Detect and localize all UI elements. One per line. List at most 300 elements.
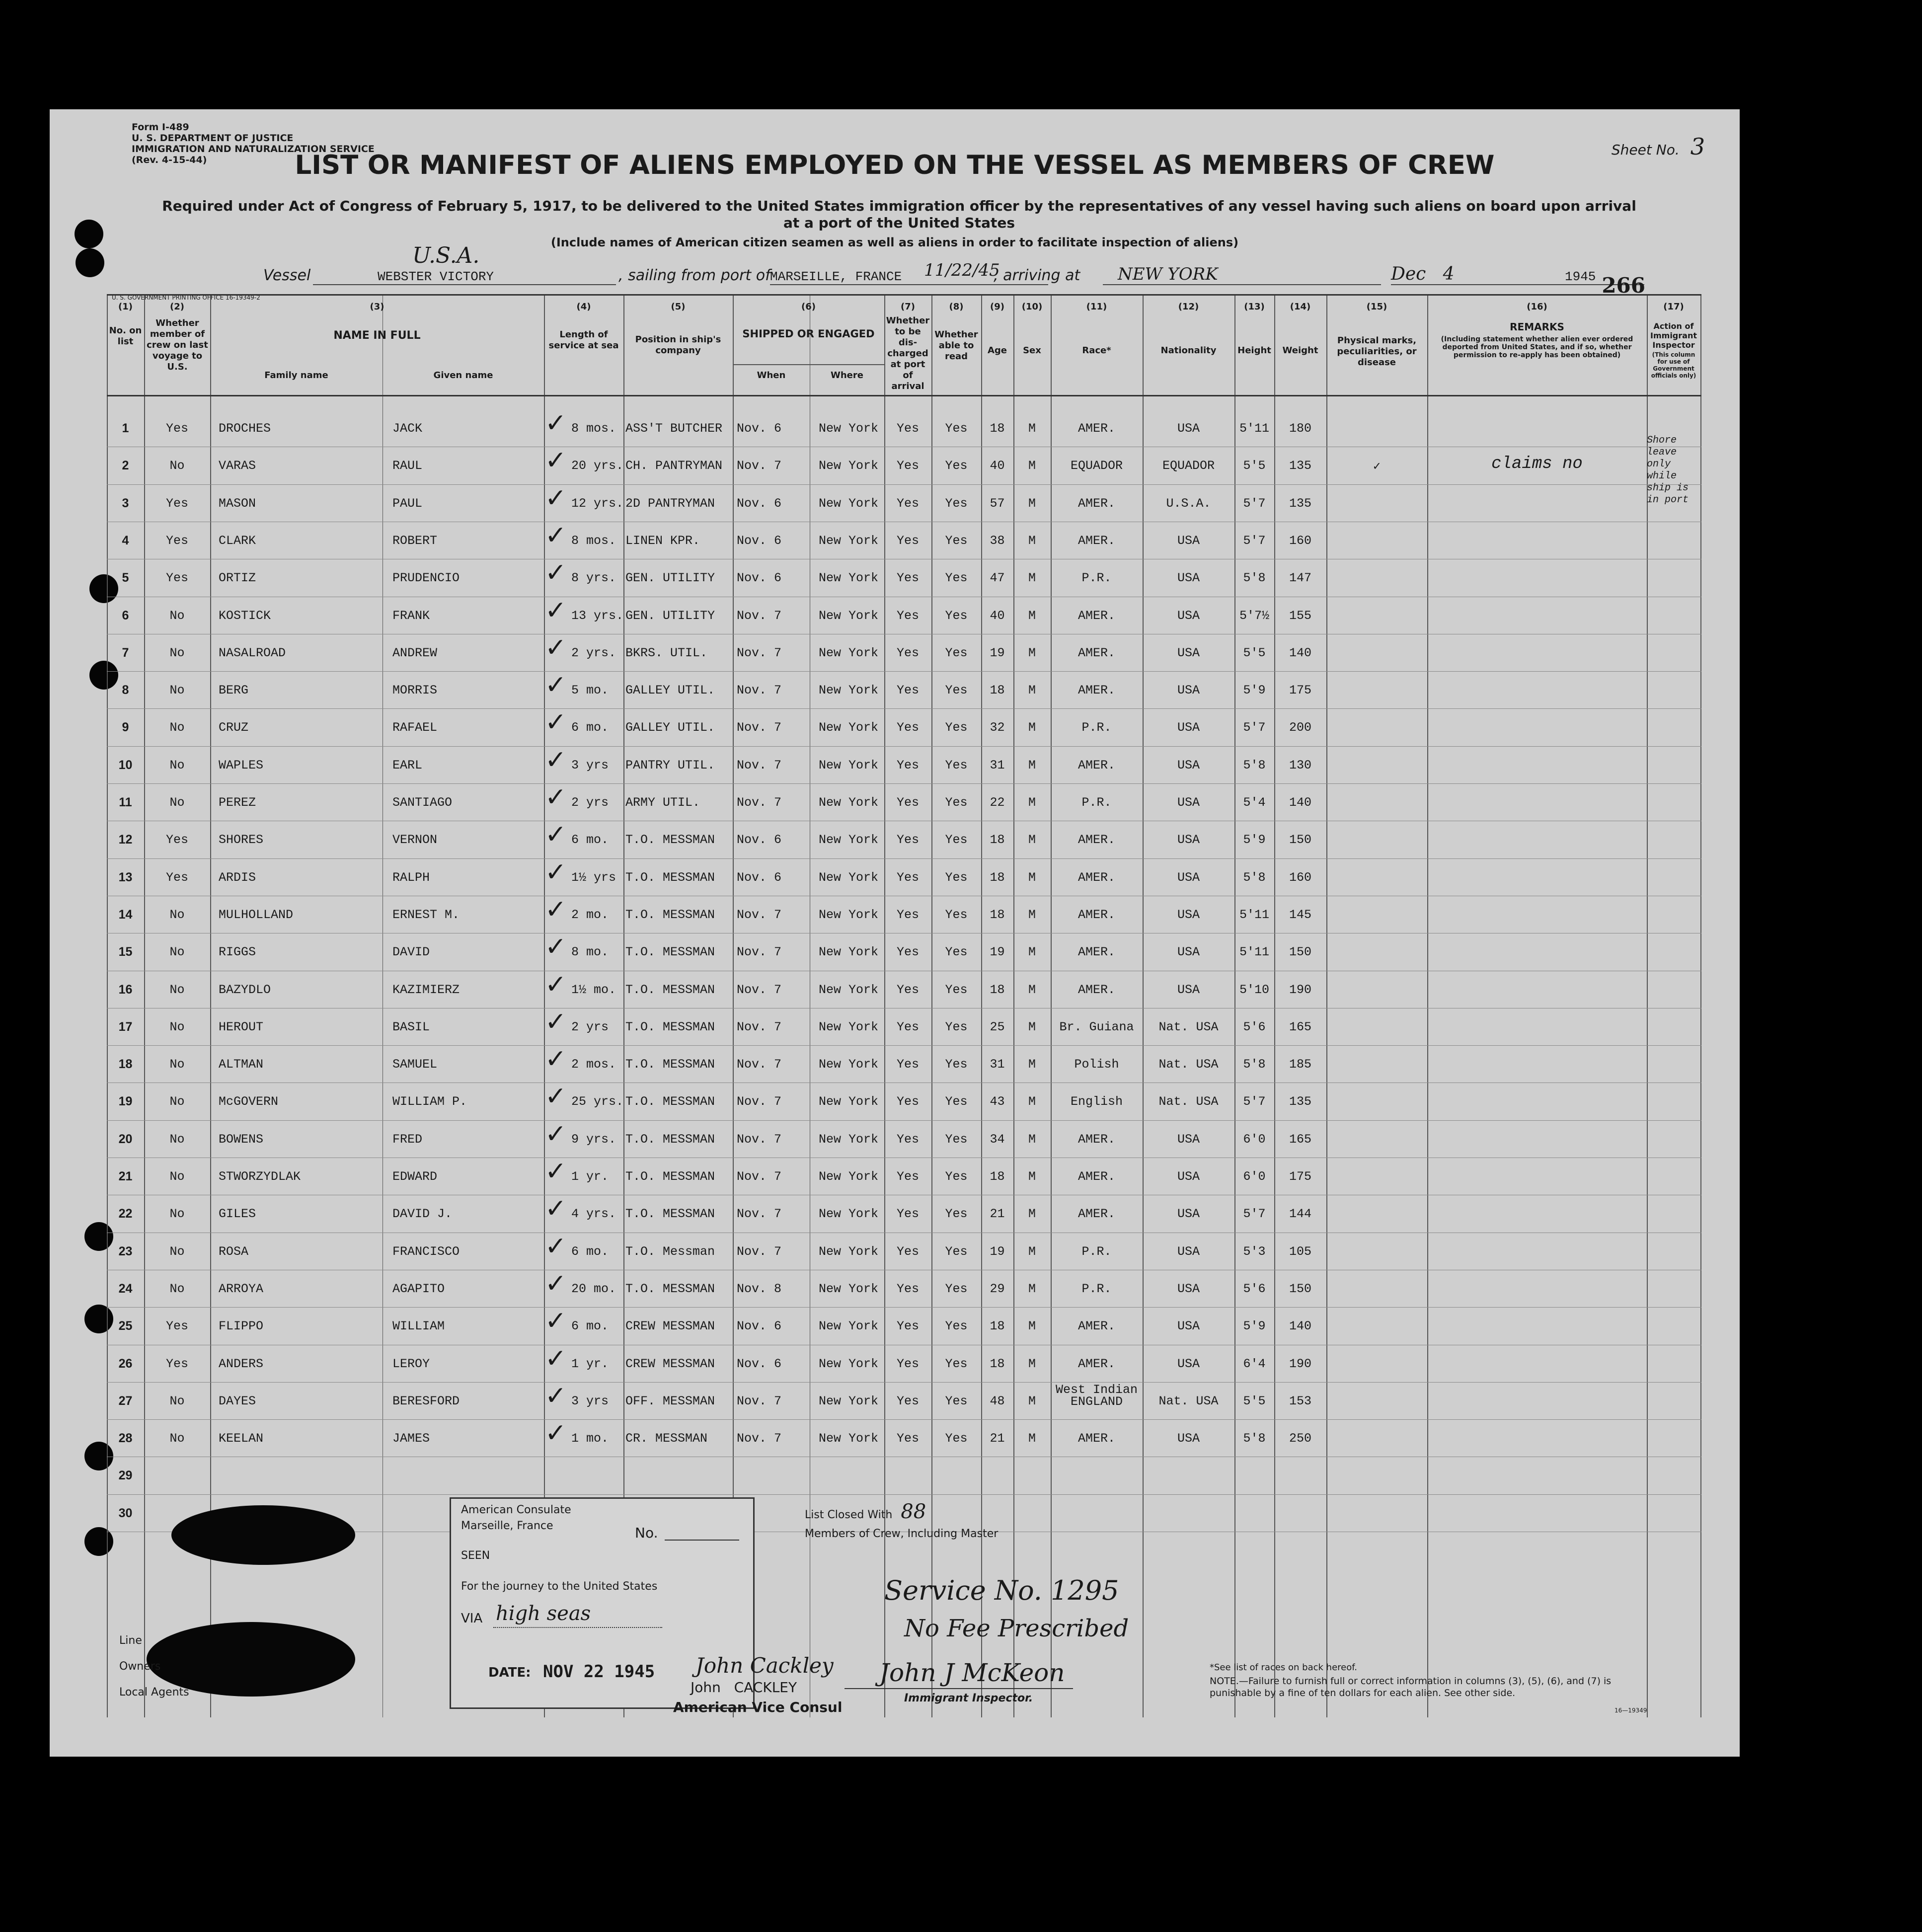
cell-weight: 135 (1289, 496, 1311, 511)
cell-age: 19 (990, 945, 1005, 960)
arrival-port: NEW YORK (1118, 264, 1218, 284)
cell-nationality: USA (1177, 571, 1200, 586)
checkmark-icon: ✓ (545, 1006, 567, 1037)
cell-sex: M (1028, 1244, 1036, 1259)
row-rule (107, 1045, 1701, 1046)
cell-where: New York (818, 833, 879, 848)
cell-service: 1½ yrs (571, 870, 616, 885)
stamp-seen: SEEN (461, 1549, 490, 1562)
cell-race: AMER. (1077, 1356, 1115, 1371)
cell-weight: 130 (1289, 758, 1311, 773)
cell-sex: M (1028, 720, 1036, 735)
checkmark-icon: ✓ (545, 894, 567, 925)
header-when: When (757, 370, 786, 381)
column-number: (13) (1244, 302, 1265, 312)
cell-family: FLIPPO (219, 1319, 264, 1334)
cell-race: English (1070, 1094, 1123, 1109)
column-number: (6) (801, 302, 816, 312)
header-remarks: REMARKS (1510, 321, 1564, 333)
cell-weight: 153 (1289, 1393, 1311, 1408)
cell-age: 22 (990, 795, 1005, 810)
cell-position: BKRS. UTIL. (625, 645, 708, 660)
cell-read: Yes (945, 496, 968, 511)
cell-prev: No (169, 1019, 185, 1034)
cell-read: Yes (945, 1019, 968, 1034)
cell-given: JAMES (392, 1431, 430, 1446)
cell-service: 20 mo. (571, 1281, 616, 1296)
cell-read: Yes (945, 421, 968, 436)
cell-height: 5'9 (1243, 683, 1266, 698)
cell-given: WILLIAM (392, 1319, 445, 1334)
cell-where: New York (818, 571, 879, 586)
cell-given: FRANCISCO (392, 1244, 460, 1259)
cell-when: Nov. 7 (737, 1132, 782, 1147)
cell-where: New York (818, 1431, 879, 1446)
cell-service: 9 yrs. (571, 1132, 616, 1147)
row-rule (107, 484, 1701, 485)
cell-nationality: USA (1177, 1169, 1200, 1184)
cell-no: 21 (118, 1169, 133, 1183)
cell-height: 5'3 (1243, 1244, 1266, 1259)
column-number: (10) (1021, 302, 1043, 312)
cell-given: PRUDENCIO (392, 571, 460, 586)
list-closed-value: 88 (901, 1500, 926, 1523)
cell-height: 5'11 (1239, 945, 1269, 960)
cell-when: Nov. 7 (737, 982, 782, 997)
cell-sex: M (1028, 533, 1036, 548)
cell-read: Yes (945, 1207, 968, 1222)
cell-service: 8 mo. (571, 945, 609, 960)
cell-prev: No (169, 1393, 185, 1408)
cell-discharged: Yes (896, 1244, 919, 1259)
cell-read: Yes (945, 1057, 968, 1072)
cell-family: ARDIS (219, 870, 256, 885)
fine-note: NOTE.—Failure to furnish full or correct information in columns (3), (5), (6), and (7) is punishable by a fine of ten dollars for each alien. See other side. (1210, 1676, 1612, 1699)
cell-weight: 185 (1289, 1057, 1311, 1072)
cell-given: ROBERT (392, 533, 438, 548)
checkmark-icon: ✓ (545, 632, 567, 663)
cell-discharged: Yes (896, 758, 919, 773)
cell-weight: 175 (1289, 1169, 1311, 1184)
cell-prev: No (169, 1281, 185, 1296)
cell-service: 4 yrs. (571, 1207, 616, 1222)
cell-when: Nov. 8 (737, 1281, 782, 1296)
cell-where: New York (818, 945, 879, 960)
cell-discharged: Yes (896, 496, 919, 511)
checkmark-icon: ✓ (545, 745, 567, 775)
cell-sex: M (1028, 608, 1036, 623)
checkmark-icon: ✓ (545, 670, 567, 700)
cell-no: 26 (118, 1356, 133, 1371)
cell-position: LINEN KPR. (625, 533, 700, 548)
cell-family: MULHOLLAND (219, 907, 294, 922)
cell-discharged: Yes (896, 1207, 919, 1222)
checkmark-icon: ✓ (545, 707, 567, 738)
cell-where: New York (818, 1319, 879, 1334)
cell-weight: 175 (1289, 683, 1311, 698)
cell-no: 19 (118, 1094, 133, 1109)
cell-no: 25 (118, 1319, 133, 1333)
cell-weight: 190 (1289, 982, 1311, 997)
cell-no: 7 (122, 645, 129, 660)
cell-no: 11 (119, 795, 132, 809)
cell-prev: No (169, 758, 185, 773)
list-closed-label: List Closed With (805, 1509, 893, 1521)
cell-prev: No (169, 1431, 185, 1446)
cell-discharged: Yes (896, 608, 919, 623)
agents-label: Local Agents (119, 1686, 189, 1699)
cell-prev: No (169, 683, 185, 698)
cell-age: 18 (990, 982, 1005, 997)
cell-discharged: Yes (896, 1356, 919, 1371)
cell-discharged: Yes (896, 1169, 919, 1184)
cell-race: AMER. (1077, 533, 1115, 548)
cell-race: EQUADOR (1070, 459, 1123, 473)
cell-read: Yes (945, 1356, 968, 1371)
cell-height: 5'6 (1243, 1019, 1266, 1034)
owners-label: Owners (119, 1660, 161, 1673)
checkmark-icon: ✓ (545, 820, 567, 850)
cell-prev: Yes (165, 571, 188, 586)
cell-nationality: USA (1177, 758, 1200, 773)
cell-nationality: USA (1177, 720, 1200, 735)
cell-prev: Yes (165, 870, 188, 885)
cell-service: 1 yr. (571, 1169, 609, 1184)
cell-family: ORTIZ (219, 571, 256, 586)
cell-where: New York (818, 1169, 879, 1184)
cell-no: 28 (118, 1431, 133, 1446)
cell-age: 29 (990, 1281, 1005, 1296)
cell-no: 29 (118, 1468, 133, 1483)
cell-read: Yes (945, 720, 968, 735)
cell-when: Nov. 7 (737, 645, 782, 660)
cell-height: 5'10 (1239, 982, 1269, 997)
cell-height: 5'7 (1243, 533, 1266, 548)
header-weight: Weight (1282, 345, 1318, 356)
cell-weight: 155 (1289, 608, 1311, 623)
sailing-label: , sailing from port of (618, 267, 770, 284)
cell-weight: 144 (1289, 1207, 1311, 1222)
cell-when: Nov. 7 (737, 795, 782, 810)
checkmark-icon: ✓ (545, 1194, 567, 1224)
row-rule (107, 671, 1701, 672)
cell-service: 2 mo. (571, 907, 609, 922)
cell-prev: No (169, 1057, 185, 1072)
cell-where: New York (818, 982, 879, 997)
row-rule (107, 1307, 1701, 1308)
cell-when: Nov. 7 (737, 1207, 782, 1222)
cell-weight: 250 (1289, 1431, 1311, 1446)
cell-sex: M (1028, 1132, 1036, 1147)
cell-no: 30 (118, 1506, 133, 1520)
cell-race: West Indian ENGLAND (1055, 1382, 1138, 1409)
cell-sex: M (1028, 1431, 1036, 1446)
column-number: (3) (370, 302, 384, 312)
cell-no: 2 (122, 459, 129, 473)
cell-sex: M (1028, 421, 1036, 436)
stamp-no-label: No. (635, 1525, 658, 1541)
cell-race: Br. Guiana (1059, 1019, 1134, 1034)
cell-read: Yes (945, 683, 968, 698)
cell-when: Nov. 6 (737, 870, 782, 885)
cell-where: New York (818, 907, 879, 922)
cell-sex: M (1028, 945, 1036, 960)
cell-discharged: Yes (896, 1057, 919, 1072)
cell-weight: 160 (1289, 870, 1311, 885)
cell-service: 13 yrs. (571, 608, 624, 623)
cell-height: 6'4 (1243, 1356, 1266, 1371)
cell-position: T.O. MESSMAN (625, 1281, 715, 1296)
cell-given: ANDREW (392, 645, 438, 660)
column-number: (9) (990, 302, 1004, 312)
checkmark-icon: ✓ (545, 483, 567, 513)
stamp-journey: For the journey to the United States (461, 1580, 658, 1593)
inspector-signature: John J McKeon (879, 1658, 1065, 1687)
cell-no: 20 (118, 1132, 133, 1146)
cell-given: FRED (392, 1132, 423, 1147)
checkmark-icon: ✓ (545, 969, 567, 1000)
column-number: (2) (170, 302, 184, 312)
vessel-line (79, 243, 1619, 287)
cell-sex: M (1028, 982, 1036, 997)
cell-family: RIGGS (219, 945, 256, 960)
cell-when: Nov. 7 (737, 1393, 782, 1408)
cell-position: OFF. MESSMAN (625, 1393, 715, 1408)
cell-race: AMER. (1077, 945, 1115, 960)
cell-age: 40 (990, 459, 1005, 473)
arriving-label: , arriving at (994, 267, 1080, 284)
cell-height: 5'8 (1243, 1057, 1266, 1072)
cell-service: 20 yrs. (571, 459, 624, 473)
cell-race: AMER. (1077, 1207, 1115, 1222)
cell-no: 4 (122, 533, 129, 547)
cell-position: T.O. MESSMAN (625, 870, 715, 885)
cell-nationality: USA (1177, 833, 1200, 848)
cell-sex: M (1028, 907, 1036, 922)
cell-no: 23 (118, 1244, 133, 1258)
cell-race: Polish (1074, 1057, 1119, 1072)
cell-nationality: USA (1177, 795, 1200, 810)
cell-height: 6'0 (1243, 1132, 1266, 1147)
cell-position: T.O. MESSMAN (625, 1057, 715, 1072)
printing-office: U. S. GOVERNMENT PRINTING OFFICE 16-19349-2 (112, 294, 260, 301)
cell-family: ANDERS (219, 1356, 264, 1371)
checkmark-icon: ✓ (545, 520, 567, 550)
cell-nationality: Nat. USA (1158, 1057, 1219, 1072)
cell-family: HEROUT (219, 1019, 264, 1034)
cell-where: New York (818, 795, 879, 810)
checkmark-icon: ✓ (545, 1268, 567, 1299)
vessel-name: WEBSTER VICTORY (378, 269, 494, 284)
cell-race: P.R. (1081, 720, 1112, 735)
stamp-city: Marseille, France (461, 1520, 553, 1532)
header-action-note: (This column for use of Government officials only) (1651, 351, 1696, 379)
cell-nationality: USA (1177, 1207, 1200, 1222)
cell-service: 1 yr. (571, 1356, 609, 1371)
cell-no: 12 (118, 833, 133, 847)
cell-sex: M (1028, 571, 1036, 586)
cell-position: T.O. MESSMAN (625, 1169, 715, 1184)
revision-date: (Rev. 4-15-44) (132, 155, 207, 165)
cell-family: GILES (219, 1207, 256, 1222)
inspector-title: Immigrant Inspector. (904, 1692, 1033, 1704)
checkmark-icon: ✓ (545, 782, 567, 812)
cell-sex: M (1028, 683, 1036, 698)
header-family-name: Family name (264, 370, 328, 381)
cell-given: RALPH (392, 870, 430, 885)
cell-position: T.O. Messman (625, 1244, 715, 1259)
cell-prev: No (169, 459, 185, 473)
checkmark-icon: ✓ (545, 408, 567, 438)
cell-height: 5'8 (1243, 571, 1266, 586)
cell-height: 5'7½ (1239, 608, 1269, 623)
cell-position: T.O. MESSMAN (625, 1019, 715, 1034)
cell-where: New York (818, 1244, 879, 1259)
cell-where: New York (818, 1393, 879, 1408)
cell-when: Nov. 7 (737, 1019, 782, 1034)
cell-prev: No (169, 945, 185, 960)
cell-family: WAPLES (219, 758, 264, 773)
cell-read: Yes (945, 608, 968, 623)
cell-discharged: Yes (896, 1431, 919, 1446)
cell-remarks: claims no (1491, 455, 1583, 474)
cell-weight: 135 (1289, 1094, 1311, 1109)
cell-service: 2 yrs (571, 1019, 609, 1034)
page-subtitle: Required under Act of Congress of February 5, 1917, to be delivered to the United States immigration officer by the representatives of any vessel having such aliens on board upon arrival at a port of the United States (162, 198, 1636, 231)
cell-service: 2 yrs (571, 795, 609, 810)
cell-age: 40 (990, 608, 1005, 623)
row-rule (107, 1082, 1701, 1083)
consul-signature: John Cackley (695, 1653, 834, 1678)
checkmark-icon: ✓ (545, 857, 567, 887)
cell-service: 6 mo. (571, 720, 609, 735)
cell-where: New York (818, 1281, 879, 1296)
column-number: (16) (1527, 302, 1547, 312)
cell-sex: M (1028, 496, 1036, 511)
departure-port: MARSEILLE, FRANCE (770, 269, 902, 284)
cell-given: AGAPITO (392, 1281, 445, 1296)
cell-position: PANTRY UTIL. (625, 758, 715, 773)
cell-discharged: Yes (896, 795, 919, 810)
cell-position: T.O. MESSMAN (625, 833, 715, 848)
checkmark-icon: ✓ (545, 1157, 567, 1186)
cell-race: AMER. (1077, 1169, 1115, 1184)
column-number: (1) (118, 302, 133, 312)
cell-sex: M (1028, 795, 1036, 810)
cell-when: Nov. 7 (737, 758, 782, 773)
cell-nationality: USA (1177, 1281, 1200, 1296)
cell-where: New York (818, 496, 879, 511)
cell-where: New York (818, 421, 879, 436)
cell-given: VERNON (392, 833, 438, 848)
page-title: LIST OR MANIFEST OF ALIENS EMPLOYED ON THE VESSEL AS MEMBERS OF CREW (295, 150, 1495, 180)
cell-weight: 140 (1289, 1319, 1311, 1334)
header-no: No. on list (109, 325, 142, 347)
column-number: (5) (671, 302, 686, 312)
cell-when: Nov. 7 (737, 683, 782, 698)
cell-no: 9 (122, 720, 129, 735)
checkmark-icon: ✓ (545, 932, 567, 962)
cell-position: T.O. MESSMAN (625, 982, 715, 997)
cell-given: KAZIMIERZ (392, 982, 460, 997)
column-number: (8) (949, 302, 964, 312)
cell-where: New York (818, 1132, 879, 1147)
row-rule (107, 1419, 1701, 1420)
cell-prev: No (169, 907, 185, 922)
cell-service: 3 yrs (571, 1393, 609, 1408)
cell-discharged: Yes (896, 1094, 919, 1109)
cell-position: CREW MESSMAN (625, 1356, 715, 1371)
cell-where: New York (818, 1094, 879, 1109)
cell-family: VARAS (219, 459, 256, 473)
cell-read: Yes (945, 795, 968, 810)
cell-discharged: Yes (896, 720, 919, 735)
checkmark-icon: ✓ (545, 1119, 567, 1149)
cell-given: FRANK (392, 608, 430, 623)
cell-height: 5'4 (1243, 795, 1266, 810)
cell-prev: No (169, 720, 185, 735)
header-remarks-note: (Including statement whether alien ever ordered deported from United States, and if so, whether permission to re-apply has been obtained) (1441, 335, 1633, 359)
cell-family: BOWENS (219, 1132, 264, 1147)
cell-when: Nov. 7 (737, 1169, 782, 1184)
cell-where: New York (818, 870, 879, 885)
checkmark-icon: ✓ (545, 1381, 567, 1411)
cell-given: PAUL (392, 496, 423, 511)
cell-position: T.O. MESSMAN (625, 907, 715, 922)
cell-age: 25 (990, 1019, 1005, 1034)
cell-sex: M (1028, 1319, 1036, 1334)
page-subtitle-note: (Include names of American citizen seamen as well as aliens in order to facilitate inspection of aliens) (550, 235, 1239, 249)
stamp-consulate: American Consulate (461, 1504, 571, 1516)
cell-prev: Yes (165, 1319, 188, 1334)
cell-family: BAZYDLO (219, 982, 271, 997)
column-number: (15) (1366, 302, 1387, 312)
cell-sex: M (1028, 1169, 1036, 1184)
cell-where: New York (818, 1356, 879, 1371)
cell-position: T.O. MESSMAN (625, 945, 715, 960)
cell-age: 18 (990, 870, 1005, 885)
cell-discharged: Yes (896, 571, 919, 586)
cell-nationality: U.S.A. (1166, 496, 1211, 511)
cell-weight: 200 (1289, 720, 1311, 735)
cell-when: Nov. 7 (737, 459, 782, 473)
cell-sex: M (1028, 1281, 1036, 1296)
cell-service: 3 yrs (571, 758, 609, 773)
arrival-date: Dec 4 (1391, 264, 1455, 284)
column-number: (17) (1663, 302, 1684, 312)
cell-age: 18 (990, 1169, 1005, 1184)
redaction-blot (147, 1622, 355, 1697)
cell-race: AMER. (1077, 870, 1115, 885)
header-read: Whether able to read (934, 329, 978, 362)
cell-when: Nov. 6 (737, 533, 782, 548)
cell-race: AMER. (1077, 1319, 1115, 1334)
header-where: Where (831, 370, 863, 381)
cell-discharged: Yes (896, 907, 919, 922)
cell-when: Nov. 7 (737, 1431, 782, 1446)
cell-age: 18 (990, 1319, 1005, 1334)
cell-discharged: Yes (896, 1132, 919, 1147)
cell-no: 24 (118, 1281, 133, 1296)
cell-race: AMER. (1077, 608, 1115, 623)
cell-weight: 190 (1289, 1356, 1311, 1371)
checkmark-icon: ✓ (545, 1343, 567, 1374)
checkmark-icon: ✓ (545, 1418, 567, 1449)
form-code: 16—19349 (1614, 1707, 1647, 1714)
cell-height: 5'6 (1243, 1281, 1266, 1296)
cell-no: 1 (122, 421, 129, 435)
service-number: Service No. 1295 (884, 1575, 1119, 1606)
